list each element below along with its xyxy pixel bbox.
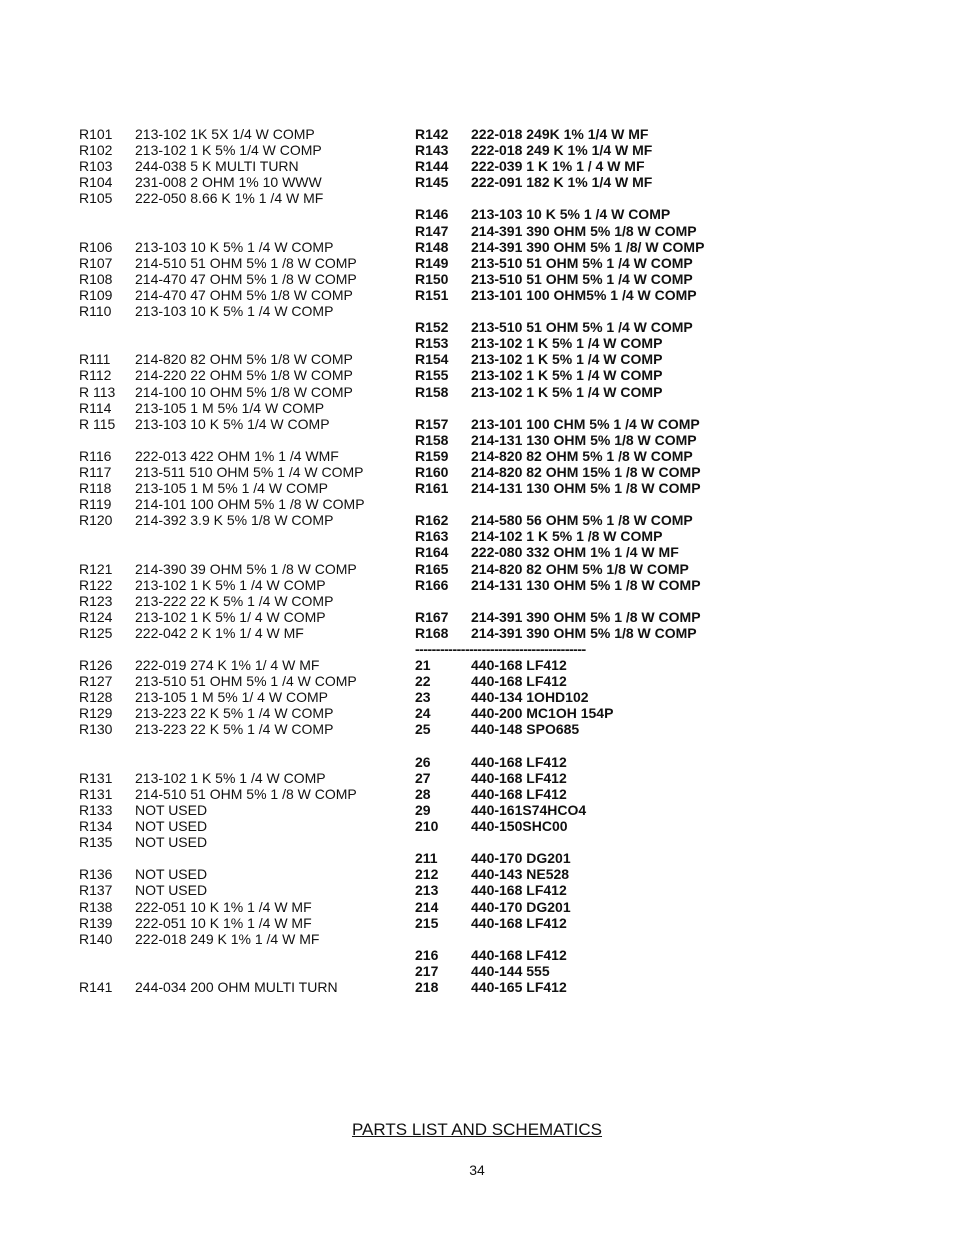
section-divider: ----------------------------------------- (415, 641, 586, 657)
part-reference: R151 (415, 286, 449, 303)
part-description: 214-820 82 OHM 5% 1/8 W COMP (135, 351, 353, 368)
part-reference: R125 (79, 624, 113, 641)
part-reference: 210 (415, 818, 439, 835)
part-description: 213-101 100 OHM5% 1 /4 W COMP (471, 286, 697, 303)
parts-list-row (415, 947, 704, 963)
part-description: 214-390 39 OHM 5% 1 /8 W COMP (135, 560, 357, 577)
parts-list-right-column (415, 126, 704, 995)
part-reference: R 113 (79, 383, 116, 400)
part-description: 214-580 56 OHM 5% 1 /8 W COMP (471, 512, 693, 529)
part-description: 213-223 22 K 5% 1 /4 W COMP (135, 705, 334, 722)
parts-list-row (79, 158, 365, 174)
section-title: PARTS LIST AND SCHEMATICS (351, 1120, 603, 1139)
parts-list-row (79, 432, 365, 448)
part-reference: R106 (79, 238, 113, 255)
parts-list-row (415, 561, 704, 577)
part-description: 214-820 82 OHM 5% 1/8 W COMP (471, 560, 689, 577)
part-reference: R114 (79, 399, 112, 416)
part-description: 214-391 390 OHM 5% 1/8 W COMP (471, 222, 697, 239)
part-reference: R158 (415, 431, 449, 448)
part-reference: R153 (415, 335, 449, 352)
part-reference: R141 (79, 978, 113, 995)
part-reference: 24 (415, 705, 431, 722)
part-reference: R131 (79, 785, 113, 802)
part-description: 214-101 100 OHM 5% 1 /8 W COMP (135, 496, 365, 513)
parts-list-row (415, 754, 704, 770)
part-reference: R161 (415, 480, 449, 497)
part-reference: R134 (79, 818, 113, 835)
parts-list-row (79, 142, 365, 158)
part-description: 214-820 82 OHM 5% 1 /8 W COMP (471, 447, 693, 464)
parts-list-row (79, 899, 365, 915)
part-reference: R104 (79, 174, 113, 191)
parts-list-row (79, 915, 365, 931)
parts-list-row (79, 480, 365, 496)
part-description: 222-039 1 K 1% 1 / 4 W MF (471, 158, 645, 175)
part-description: 214-391 390 OHM 5% 1 /8 W COMP (471, 608, 701, 625)
parts-list-left-column (79, 126, 365, 995)
parts-list-row (79, 593, 365, 609)
parts-list-row (415, 287, 704, 303)
parts-list-row (415, 158, 704, 174)
part-description: 440-168 LF412 (471, 785, 567, 802)
parts-list-row (415, 818, 704, 834)
parts-list-row (79, 319, 365, 335)
part-description: 213-105 1 M 5% 1/4 W COMP (135, 399, 325, 416)
part-description: 213-102 1 K 5% 1 /4 W COMP (471, 383, 663, 400)
parts-list-row (79, 271, 365, 287)
part-description: 213-223 22 K 5% 1 /4 W COMP (135, 721, 334, 738)
part-description: 214-820 82 OHM 15% 1 /8 W COMP (471, 463, 701, 480)
parts-list-row (79, 818, 365, 834)
parts-list-row (415, 206, 704, 222)
parts-list-row (415, 770, 704, 786)
part-description: 440-144 555 (471, 962, 550, 979)
parts-list-row (79, 367, 365, 383)
parts-list-row (415, 142, 704, 158)
parts-list-row (415, 416, 704, 432)
parts-list-row (415, 319, 704, 335)
part-reference: 214 (415, 898, 439, 915)
parts-list-row (79, 931, 365, 947)
part-description: 440-168 LF412 (471, 946, 567, 963)
parts-list-row (415, 721, 704, 737)
part-reference: 215 (415, 914, 439, 931)
parts-list-row (79, 609, 365, 625)
part-description: 440-168 LF412 (471, 753, 567, 770)
parts-list-row (79, 190, 365, 206)
part-description: 213-101 100 CHM 5% 1 /4 W COMP (471, 415, 700, 432)
part-description: 213-103 10 K 5% 1 /4 W COMP (471, 206, 671, 223)
parts-list-row (415, 689, 704, 705)
part-description: 214-131 130 OHM 5% 1 /8 W COMP (471, 480, 701, 497)
part-description: 440-143 NE528 (471, 866, 570, 883)
part-description: 440-165 LF412 (471, 978, 567, 995)
part-reference: 213 (415, 882, 439, 899)
part-description: 222-050 8.66 K 1% 1 /4 W MF (135, 190, 324, 207)
part-reference: R160 (415, 463, 449, 480)
parts-list-row (79, 657, 365, 673)
part-description: 214-510 51 OHM 5% 1 /8 W COMP (135, 254, 357, 271)
part-reference: 217 (415, 962, 439, 979)
part-reference: 21 (415, 657, 431, 674)
part-description: 213-222 22 K 5% 1 /4 W COMP (135, 592, 334, 609)
part-description: 440-168 LF412 (471, 882, 567, 899)
parts-list-row (415, 544, 704, 560)
part-reference: R102 (79, 142, 113, 159)
part-reference: R143 (415, 142, 449, 159)
parts-list-row (79, 577, 365, 593)
parts-list-row (415, 786, 704, 802)
parts-list-row (415, 705, 704, 721)
parts-list-row (415, 915, 704, 931)
parts-list-row (415, 738, 704, 754)
part-description: 213-105 1 M 5% 1 /4 W COMP (135, 480, 328, 497)
part-reference: R133 (79, 801, 113, 818)
parts-list-row (415, 528, 704, 544)
parts-list-row (415, 384, 704, 400)
part-description: 222-013 422 OHM 1% 1 /4 WMF (135, 447, 339, 464)
parts-list-row (79, 528, 365, 544)
part-description: 440-168 LF412 (471, 657, 567, 674)
part-reference: R164 (415, 544, 449, 561)
part-description: 214-470 47 OHM 5% 1 /8 W COMP (135, 270, 357, 287)
parts-list-row (79, 738, 365, 754)
part-reference: R147 (415, 222, 449, 239)
part-reference: R136 (79, 866, 113, 883)
part-description: NOT USED (135, 882, 208, 899)
parts-list-row (79, 206, 365, 222)
part-reference: R130 (79, 721, 113, 738)
part-description: 213-510 51 OHM 5% 1 /4 W COMP (471, 319, 693, 336)
part-description: NOT USED (135, 866, 208, 883)
parts-list-row (79, 239, 365, 255)
part-description: 222-018 249 K 1% 1/4 W MF (471, 142, 653, 159)
part-reference: R162 (415, 512, 449, 529)
parts-list-row (79, 882, 365, 898)
part-reference: R126 (79, 657, 113, 674)
parts-list-row (79, 786, 365, 802)
parts-list-row (79, 416, 365, 432)
part-description: 222-051 10 K 1% 1 /4 W MF (135, 898, 312, 915)
part-reference: R131 (79, 769, 113, 786)
part-reference: R121 (79, 560, 113, 577)
part-description: 214-391 390 OHM 5% 1 /8/ W COMP (471, 238, 705, 255)
part-reference: 29 (415, 801, 431, 818)
parts-list-row (79, 770, 365, 786)
part-description: 214-391 390 OHM 5% 1/8 W COMP (471, 624, 697, 641)
part-reference: 26 (415, 753, 431, 770)
part-reference: R108 (79, 270, 113, 287)
part-reference: R152 (415, 319, 449, 336)
part-reference: R127 (79, 673, 113, 690)
part-description: NOT USED (135, 818, 208, 835)
part-reference: R150 (415, 270, 449, 287)
part-reference: R168 (415, 624, 449, 641)
part-description: 213-103 10 K 5% 1 /4 W COMP (135, 303, 334, 320)
part-reference: 212 (415, 866, 439, 883)
part-description: 440-150SHC00 (471, 818, 568, 835)
part-description: 213-102 1 K 5% 1 /4 W COMP (135, 576, 326, 593)
part-description: 213-511 510 OHM 5% 1 /4 W COMP (135, 463, 364, 480)
part-description: 440-170 DG201 (471, 850, 571, 867)
parts-list-row (79, 255, 365, 271)
page-number: 34 (469, 1162, 485, 1178)
parts-list-row (79, 641, 365, 657)
part-reference: 27 (415, 769, 431, 786)
part-description: 213-510 51 OHM 5% 1 /4 W COMP (471, 254, 693, 271)
parts-list-row (415, 802, 704, 818)
part-reference: R105 (79, 190, 113, 207)
parts-list-row (415, 464, 704, 480)
parts-list-row (79, 287, 365, 303)
part-reference: 22 (415, 673, 431, 690)
parts-list-row (415, 400, 704, 416)
parts-list-row (79, 400, 365, 416)
part-description: 214-510 51 OHM 5% 1 /8 W COMP (135, 785, 357, 802)
part-description: 214-131 130 OHM 5% 1/8 W COMP (471, 431, 697, 448)
part-description: 214-131 130 OHM 5% 1 /8 W COMP (471, 576, 701, 593)
part-reference: R118 (79, 480, 112, 497)
part-description: 213-102 1 K 5% 1 /4 W COMP (471, 367, 663, 384)
parts-list-row (79, 866, 365, 882)
part-description: 222-080 332 OHM 1% 1 /4 W MF (471, 544, 679, 561)
part-reference: R123 (79, 592, 113, 609)
parts-list-row (79, 721, 365, 737)
parts-list-row (415, 448, 704, 464)
parts-list-row (415, 432, 704, 448)
part-description: 213-102 1K 5X 1/4 W COMP (135, 126, 315, 142)
parts-list-row (79, 384, 365, 400)
parts-list-row (79, 512, 365, 528)
part-reference: R159 (415, 447, 449, 464)
parts-list-row (79, 496, 365, 512)
parts-list-row (415, 174, 704, 190)
parts-list-row (415, 577, 704, 593)
parts-list-row (79, 625, 365, 641)
part-reference: R142 (415, 126, 449, 142)
parts-list-row (79, 126, 365, 142)
part-reference: 218 (415, 978, 439, 995)
parts-list-row (415, 480, 704, 496)
part-reference: R120 (79, 512, 113, 529)
parts-list-row (79, 174, 365, 190)
part-reference: R140 (79, 930, 113, 947)
part-reference: R149 (415, 254, 449, 271)
parts-list-row (415, 850, 704, 866)
part-reference: R101 (79, 126, 113, 142)
parts-list-row (79, 689, 365, 705)
part-description: 440-148 SPO685 (471, 721, 580, 738)
part-reference: R144 (415, 158, 449, 175)
part-reference: R158 (415, 383, 449, 400)
part-description: 222-019 274 K 1% 1/ 4 W MF (135, 657, 320, 674)
parts-list-row (415, 223, 704, 239)
parts-list-row (415, 657, 704, 673)
parts-list-row (79, 223, 365, 239)
part-description: 231-008 2 OHM 1% 10 WWW (135, 174, 322, 191)
parts-list-row (79, 448, 365, 464)
part-reference: R117 (79, 463, 112, 480)
part-reference: R139 (79, 914, 113, 931)
part-reference: R163 (415, 528, 449, 545)
part-description: 214-220 22 OHM 5% 1/8 W COMP (135, 367, 353, 384)
part-reference: R119 (79, 496, 112, 513)
part-reference: R165 (415, 560, 449, 577)
part-reference: R146 (415, 206, 449, 223)
parts-list-row (415, 335, 704, 351)
part-description: 440-161S74HCO4 (471, 801, 587, 818)
part-description: 213-102 1 K 5% 1 /4 W COMP (135, 769, 326, 786)
parts-list-row (79, 335, 365, 351)
part-description: 222-018 249 K 1% 1 /4 W MF (135, 930, 320, 947)
part-description: 214-102 1 K 5% 1 /8 W COMP (471, 528, 663, 545)
part-reference: R137 (79, 882, 113, 899)
parts-list-row (415, 834, 704, 850)
parts-list-row (415, 126, 704, 142)
parts-list-row (415, 512, 704, 528)
part-description: 213-510 51 OHM 5% 1 /4 W COMP (471, 270, 693, 287)
parts-list-row (79, 705, 365, 721)
part-description: 213-103 10 K 5% 1 /4 W COMP (135, 238, 334, 255)
parts-list-row (415, 866, 704, 882)
parts-list-row (415, 255, 704, 271)
part-reference: 28 (415, 785, 431, 802)
part-description: NOT USED (135, 834, 208, 851)
parts-list-row (415, 609, 704, 625)
parts-list-row (79, 754, 365, 770)
parts-list-row (415, 303, 704, 319)
part-description: 213-105 1 M 5% 1/ 4 W COMP (135, 689, 328, 706)
part-reference: R145 (415, 174, 449, 191)
part-description: 213-102 1 K 5% 1/4 W COMP (135, 142, 322, 159)
part-reference: R138 (79, 898, 113, 915)
parts-list-row (79, 963, 365, 979)
part-reference: R129 (79, 705, 113, 722)
part-reference: R122 (79, 576, 113, 593)
parts-list-row (79, 834, 365, 850)
parts-list-row (79, 303, 365, 319)
parts-list-row (79, 351, 365, 367)
part-reference: R128 (79, 689, 113, 706)
part-reference: R155 (415, 367, 449, 384)
part-reference: R148 (415, 238, 449, 255)
parts-list-row (415, 625, 704, 641)
part-description: 214-392 3.9 K 5% 1/8 W COMP (135, 512, 334, 529)
part-reference: R157 (415, 415, 449, 432)
part-description: 214-100 10 OHM 5% 1/8 W COMP (135, 383, 353, 400)
parts-list-row (415, 899, 704, 915)
parts-list-row (415, 963, 704, 979)
part-description: 213-102 1 K 5% 1/ 4 W COMP (135, 608, 326, 625)
part-description: 222-042 2 K 1% 1/ 4 W MF (135, 624, 304, 641)
part-description: 213-102 1 K 5% 1 /4 W COMP (471, 335, 663, 352)
part-reference: R135 (79, 834, 113, 851)
part-reference: 23 (415, 689, 431, 706)
parts-list-row (79, 464, 365, 480)
part-reference: R109 (79, 286, 113, 303)
part-reference: R 115 (79, 415, 116, 432)
parts-list-row (79, 850, 365, 866)
part-description: 214-470 47 OHM 5% 1/8 W COMP (135, 286, 353, 303)
part-reference: R107 (79, 254, 113, 271)
part-reference: R111 (79, 351, 111, 368)
parts-list-row (415, 351, 704, 367)
parts-list-row (79, 561, 365, 577)
parts-list-row (415, 979, 704, 995)
part-description: 440-200 MC1OH 154P (471, 705, 614, 722)
part-reference: R167 (415, 608, 449, 625)
part-reference: R110 (79, 303, 112, 320)
part-description: 440-168 LF412 (471, 673, 567, 690)
part-description: NOT USED (135, 801, 208, 818)
part-reference: R124 (79, 608, 113, 625)
parts-list-row (79, 544, 365, 560)
part-reference: 25 (415, 721, 431, 738)
parts-list-row (415, 190, 704, 206)
part-description: 440-168 LF412 (471, 914, 567, 931)
part-description: 244-034 200 OHM MULTI TURN (135, 978, 338, 995)
parts-list-row (79, 947, 365, 963)
part-description: 440-168 LF412 (471, 769, 567, 786)
parts-list-row (415, 882, 704, 898)
parts-list-row (79, 673, 365, 689)
part-reference: R154 (415, 351, 449, 368)
part-reference: 211 (415, 850, 438, 867)
part-description: 222-091 182 K 1% 1/4 W MF (471, 174, 653, 191)
part-description: 244-038 5 K MULTI TURN (135, 158, 299, 175)
part-description: 222-051 10 K 1% 1 /4 W MF (135, 914, 312, 931)
part-description: 222-018 249K 1% 1/4 W MF (471, 126, 649, 142)
parts-list-row (415, 673, 704, 689)
part-reference: 216 (415, 946, 439, 963)
parts-list-row (415, 271, 704, 287)
part-description: 440-134 1OHD102 (471, 689, 589, 706)
parts-list-row (415, 367, 704, 383)
parts-list-row (79, 802, 365, 818)
part-reference: R116 (79, 447, 112, 464)
parts-list-row (415, 931, 704, 947)
parts-list-row (415, 593, 704, 609)
part-description: 213-103 10 K 5% 1/4 W COMP (135, 415, 330, 432)
part-reference: R112 (79, 367, 112, 384)
part-description: 213-510 51 OHM 5% 1 /4 W COMP (135, 673, 357, 690)
part-reference: R166 (415, 576, 449, 593)
parts-list-row (415, 239, 704, 255)
parts-list-row (79, 979, 365, 995)
part-description: 440-170 DG201 (471, 898, 571, 915)
part-reference: R103 (79, 158, 113, 175)
part-description: 213-102 1 K 5% 1 /4 W COMP (471, 351, 663, 368)
parts-list-row (415, 496, 704, 512)
